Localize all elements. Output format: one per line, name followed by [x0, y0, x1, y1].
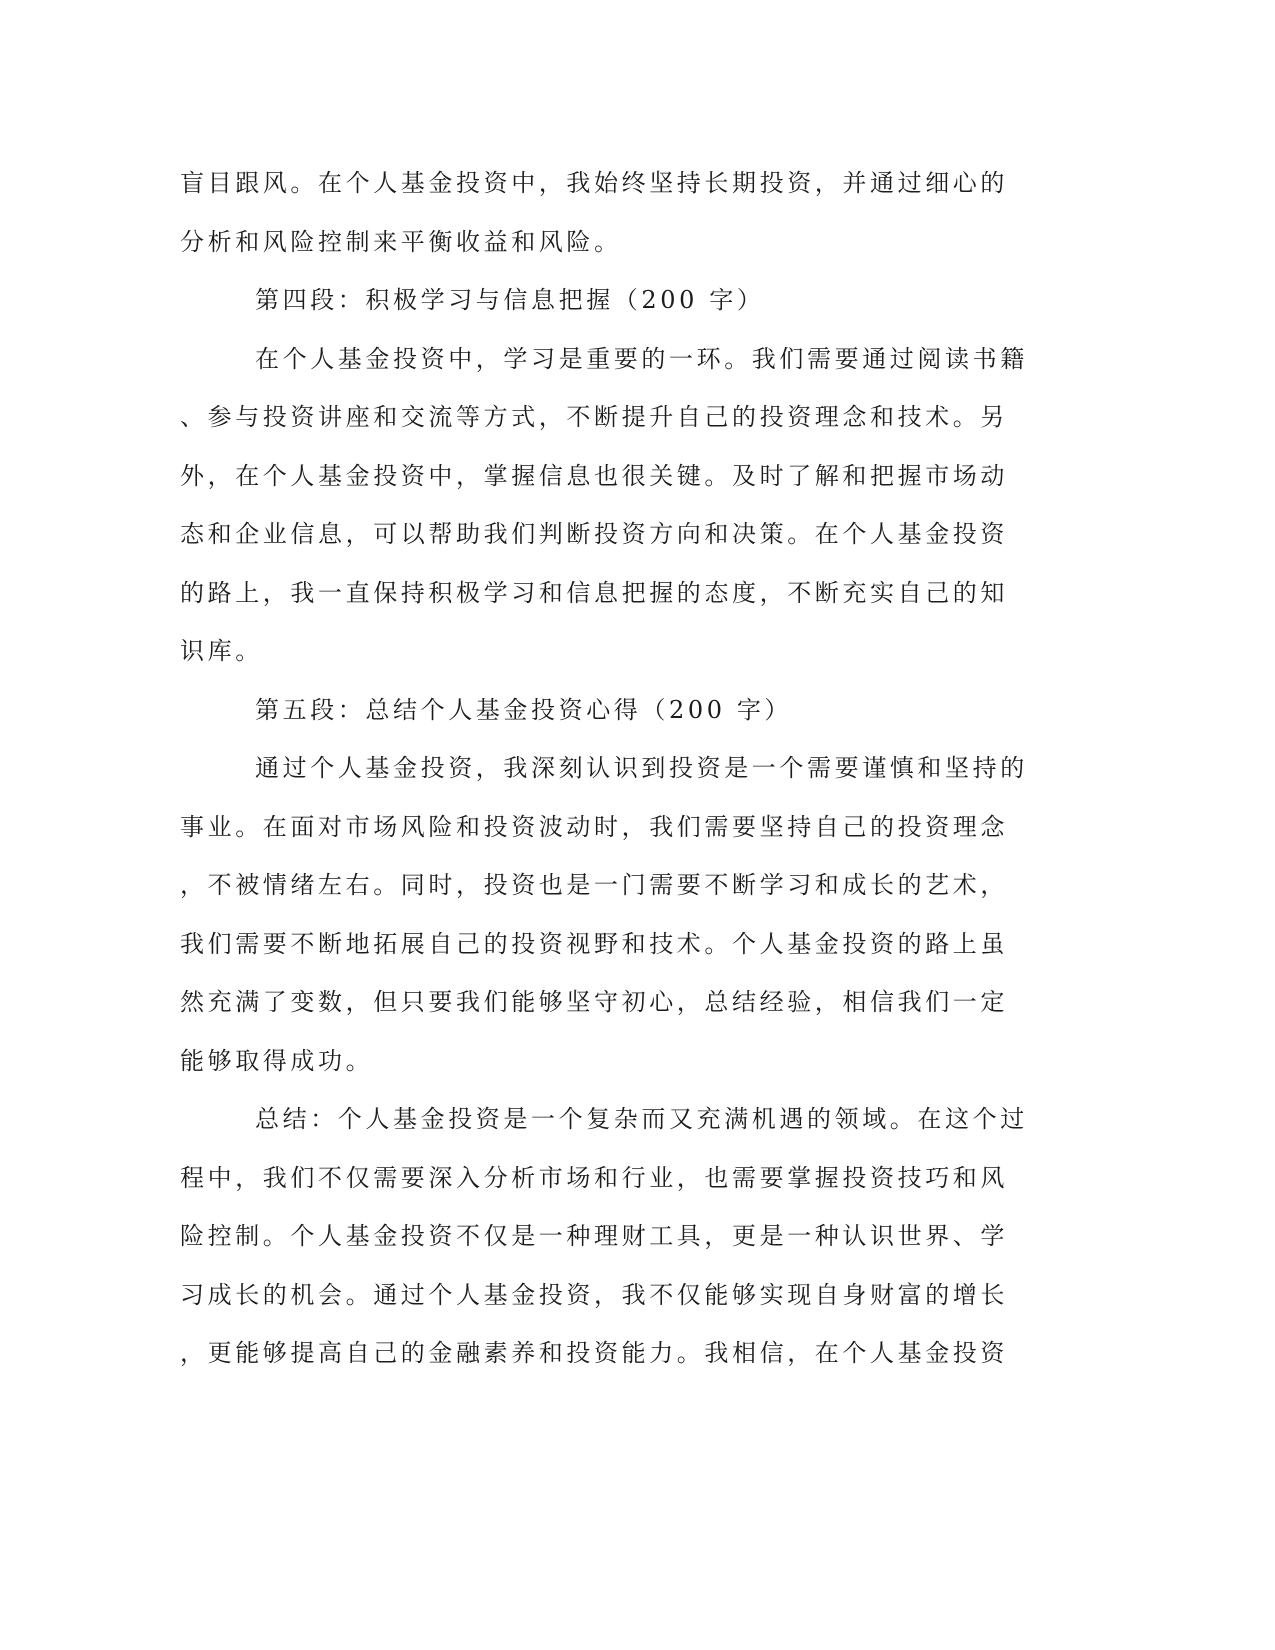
text-line: 然充满了变数，但只要我们能够坚守初心，总结经验，相信我们一定: [180, 988, 1008, 1016]
text-line: 我们需要不断地拓展自己的投资视野和技术。个人基金投资的路上虽: [180, 929, 1008, 958]
section-heading-4: [0, 271, 1275, 330]
text-line: 总结：个人基金投资是一个复杂而又充满机遇的领域。在这个过: [255, 1105, 1028, 1133]
text-line: 盲目跟风。在个人基金投资中，我始终坚持长期投资，并通过细心的: [180, 169, 1008, 197]
text-line: 识库。: [180, 637, 263, 665]
text-line: 程中，我们不仅需要深入分析市场和行业，也需要掌握投资技巧和风: [180, 1163, 1008, 1192]
paragraph-continued: [0, 154, 1275, 271]
paragraph-experience: [0, 739, 1275, 1090]
text-line: 事业。在面对市场风险和投资波动时，我们需要坚持自己的投资理念: [180, 812, 1008, 841]
text-line: 险控制。个人基金投资不仅是一种理财工具，更是一种认识世界、学: [180, 1222, 1008, 1250]
text-line: 习成长的机会。通过个人基金投资，我不仅能够实现自身财富的增长: [180, 1280, 1008, 1309]
text-line: 态和企业信息，可以帮助我们判断投资方向和决策。在个人基金投资: [180, 520, 1008, 548]
text-line: 在个人基金投资中，学习是重要的一环。我们需要通过阅读书籍: [255, 344, 1028, 373]
heading-line: 第五段：总结个人基金投资心得（200 字）: [255, 695, 793, 724]
heading-line: 第四段：积极学习与信息把握（200 字）: [255, 286, 765, 314]
text-line: 、参与投资讲座和交流等方式，不断提升自己的投资理念和技术。另: [180, 403, 1008, 431]
text-line: 的路上，我一直保持积极学习和信息把握的态度，不断充实自己的知: [180, 578, 1008, 607]
paragraph-summary: [0, 1090, 1275, 1383]
text-line: ，更能够提高自己的金融素养和投资能力。我相信，在个人基金投资: [180, 1339, 1008, 1367]
section-heading-5: [0, 681, 1275, 740]
text-line: 能够取得成功。: [180, 1046, 374, 1075]
text-line: 外，在个人基金投资中，掌握信息也很关键。及时了解和把握市场动: [180, 461, 1008, 490]
text-line: 分析和风险控制来平衡收益和风险。: [180, 227, 622, 256]
text-line: 通过个人基金投资，我深刻认识到投资是一个需要谨慎和坚持的: [255, 754, 1028, 782]
paragraph-learning: [0, 330, 1275, 681]
text-line: ，不被情绪左右。同时，投资也是一门需要不断学习和成长的艺术，: [180, 871, 1008, 899]
